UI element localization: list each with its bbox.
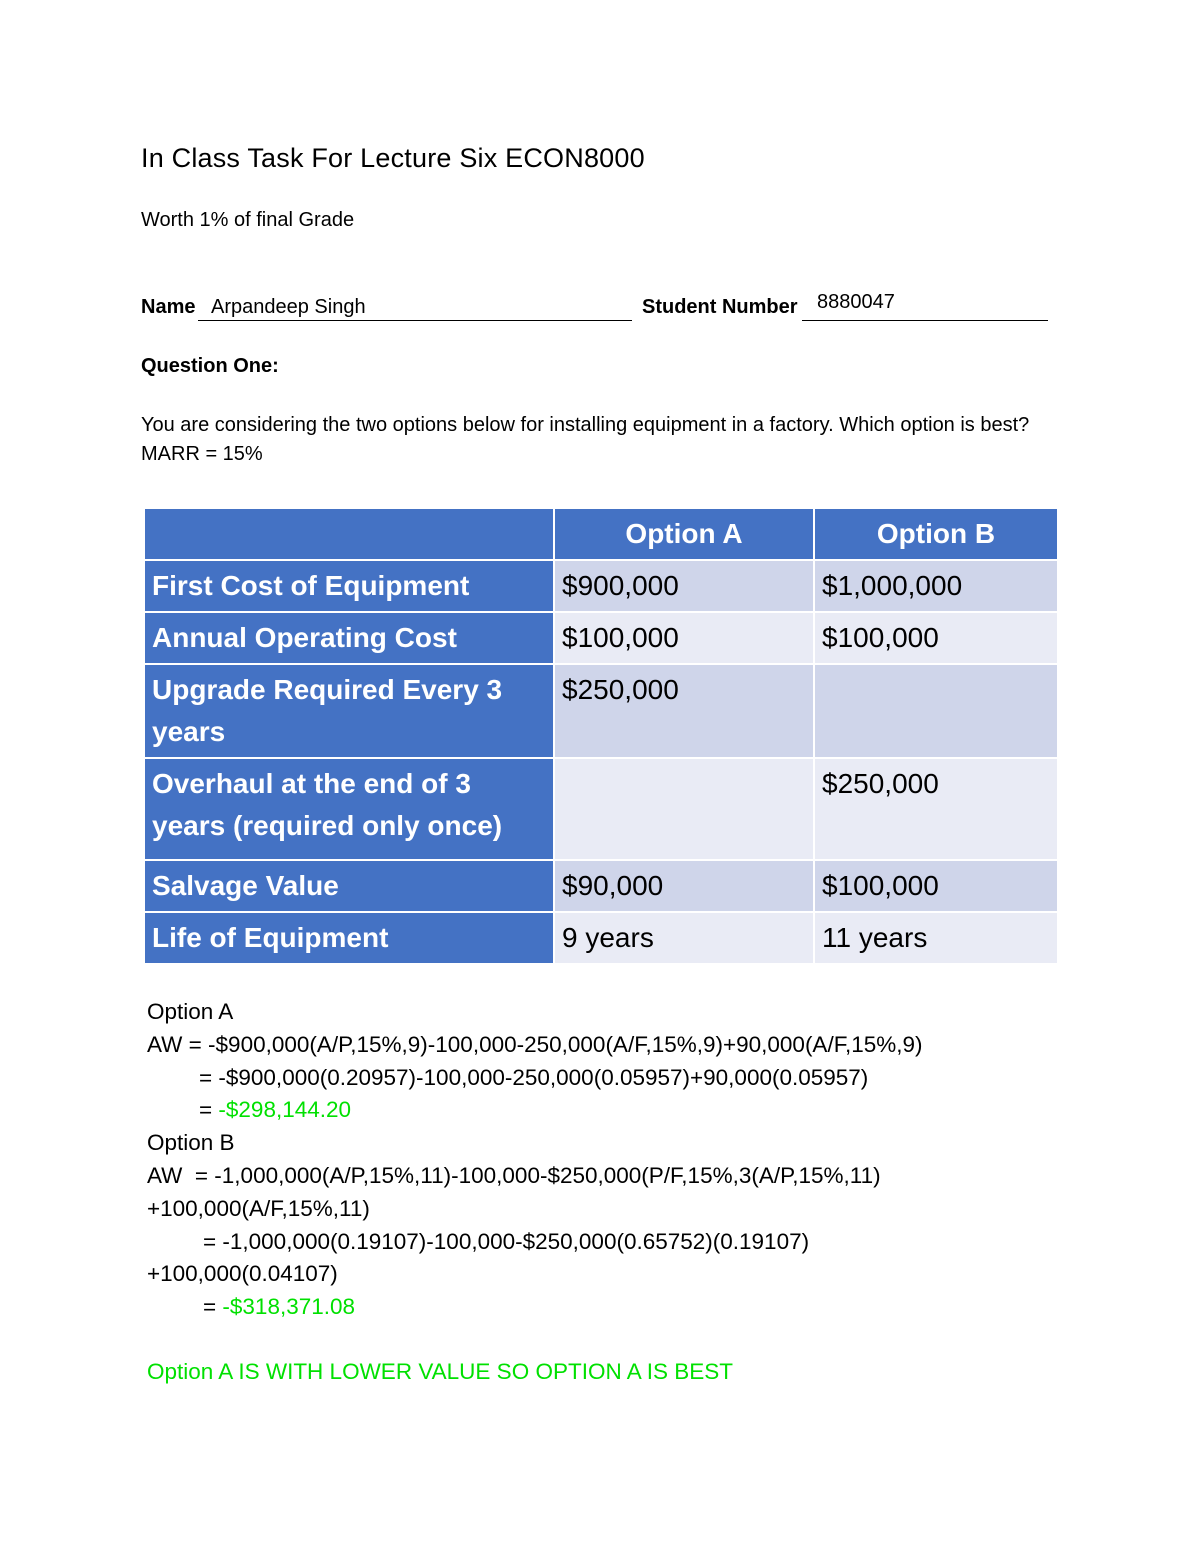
student-info-row — [141, 291, 1051, 324]
equals-sign: = — [199, 1097, 219, 1123]
equals-sign: = — [203, 1294, 223, 1320]
row-label: Upgrade Required Every 3 years — [144, 664, 554, 758]
cell-option-a: $250,000 — [554, 664, 814, 758]
cell-option-b: $1,000,000 — [814, 560, 1058, 612]
cell-option-a: $100,000 — [554, 612, 814, 664]
cell-option-b: 11 years — [814, 912, 1058, 964]
option-a-heading: Option A — [147, 999, 234, 1024]
cell-option-b: $100,000 — [814, 860, 1058, 912]
options-table — [143, 507, 1059, 965]
option-a-result: -$298,144.20 — [218, 1097, 352, 1123]
option-b-substitution: = -1,000,000(0.19107)-100,000-$250,000(0.65752)(0.19107) — [203, 1228, 810, 1254]
document-title: In Class Task For Lecture Six ECON8000 — [141, 143, 645, 173]
question-text: You are considering the two options below for installing equipment in a factory. Which option is best? MARR = 15% — [141, 414, 1030, 465]
cell-option-b: $250,000 — [814, 758, 1058, 860]
option-b-heading: Option B — [147, 1130, 235, 1156]
option-b-result: -$318,371.08 — [222, 1294, 356, 1320]
cell-option-a — [554, 758, 814, 860]
row-label: Annual Operating Cost — [144, 612, 554, 664]
option-a-formula: AW = -$900,000(A/P,15%,9)-100,000-250,000(A/F,15%,9)+90,000(A/F,15%,9) — [147, 1031, 923, 1057]
row-label: Salvage Value — [144, 860, 554, 912]
student-number-value: 8880047 — [817, 291, 895, 313]
row-label: First Cost of Equipment — [144, 560, 554, 612]
row-label: Overhaul at the end of 3 years (required only once) — [144, 758, 554, 860]
name-value: Arpandeep Singh — [211, 296, 366, 318]
student-number-label: Student Number — [642, 296, 798, 318]
table-row — [144, 560, 1058, 612]
cell-option-b: $100,000 — [814, 612, 1058, 664]
option-a-result-line — [147, 1094, 922, 1127]
student-number-underline — [802, 320, 1048, 321]
option-b-substitution-cont: +100,000(0.04107) — [147, 1261, 338, 1287]
header-empty — [144, 508, 554, 560]
calculation-block — [147, 996, 922, 1324]
question-heading: Question One: — [141, 355, 279, 377]
table-row — [144, 912, 1058, 964]
table-row — [144, 612, 1058, 664]
name-label: Name — [141, 296, 196, 318]
option-b-result-line — [147, 1291, 922, 1324]
table-row — [144, 758, 1058, 860]
name-underline — [198, 320, 632, 321]
header-option-b: Option B — [814, 508, 1058, 560]
cell-option-a: 9 years — [554, 912, 814, 964]
table-row — [144, 860, 1058, 912]
option-a-substitution: = -$900,000(0.20957)-100,000-250,000(0.05957)+90,000(0.05957) — [199, 1064, 869, 1090]
option-b-formula: AW = -1,000,000(A/P,15%,11)-100,000-$250,000(P/F,15%,3(A/P,15%,11) — [147, 1162, 881, 1188]
conclusion-text: Option A IS WITH LOWER VALUE SO OPTION A IS BEST — [147, 1359, 733, 1384]
cell-option-a: $900,000 — [554, 560, 814, 612]
table-header-row — [144, 508, 1058, 560]
cell-option-b — [814, 664, 1058, 758]
row-label: Life of Equipment — [144, 912, 554, 964]
table-row — [144, 664, 1058, 758]
header-option-a: Option A — [554, 508, 814, 560]
option-b-formula-cont: +100,000(A/F,15%,11) — [147, 1195, 370, 1221]
cell-option-a: $90,000 — [554, 860, 814, 912]
grade-weight-note: Worth 1% of final Grade — [141, 209, 355, 231]
